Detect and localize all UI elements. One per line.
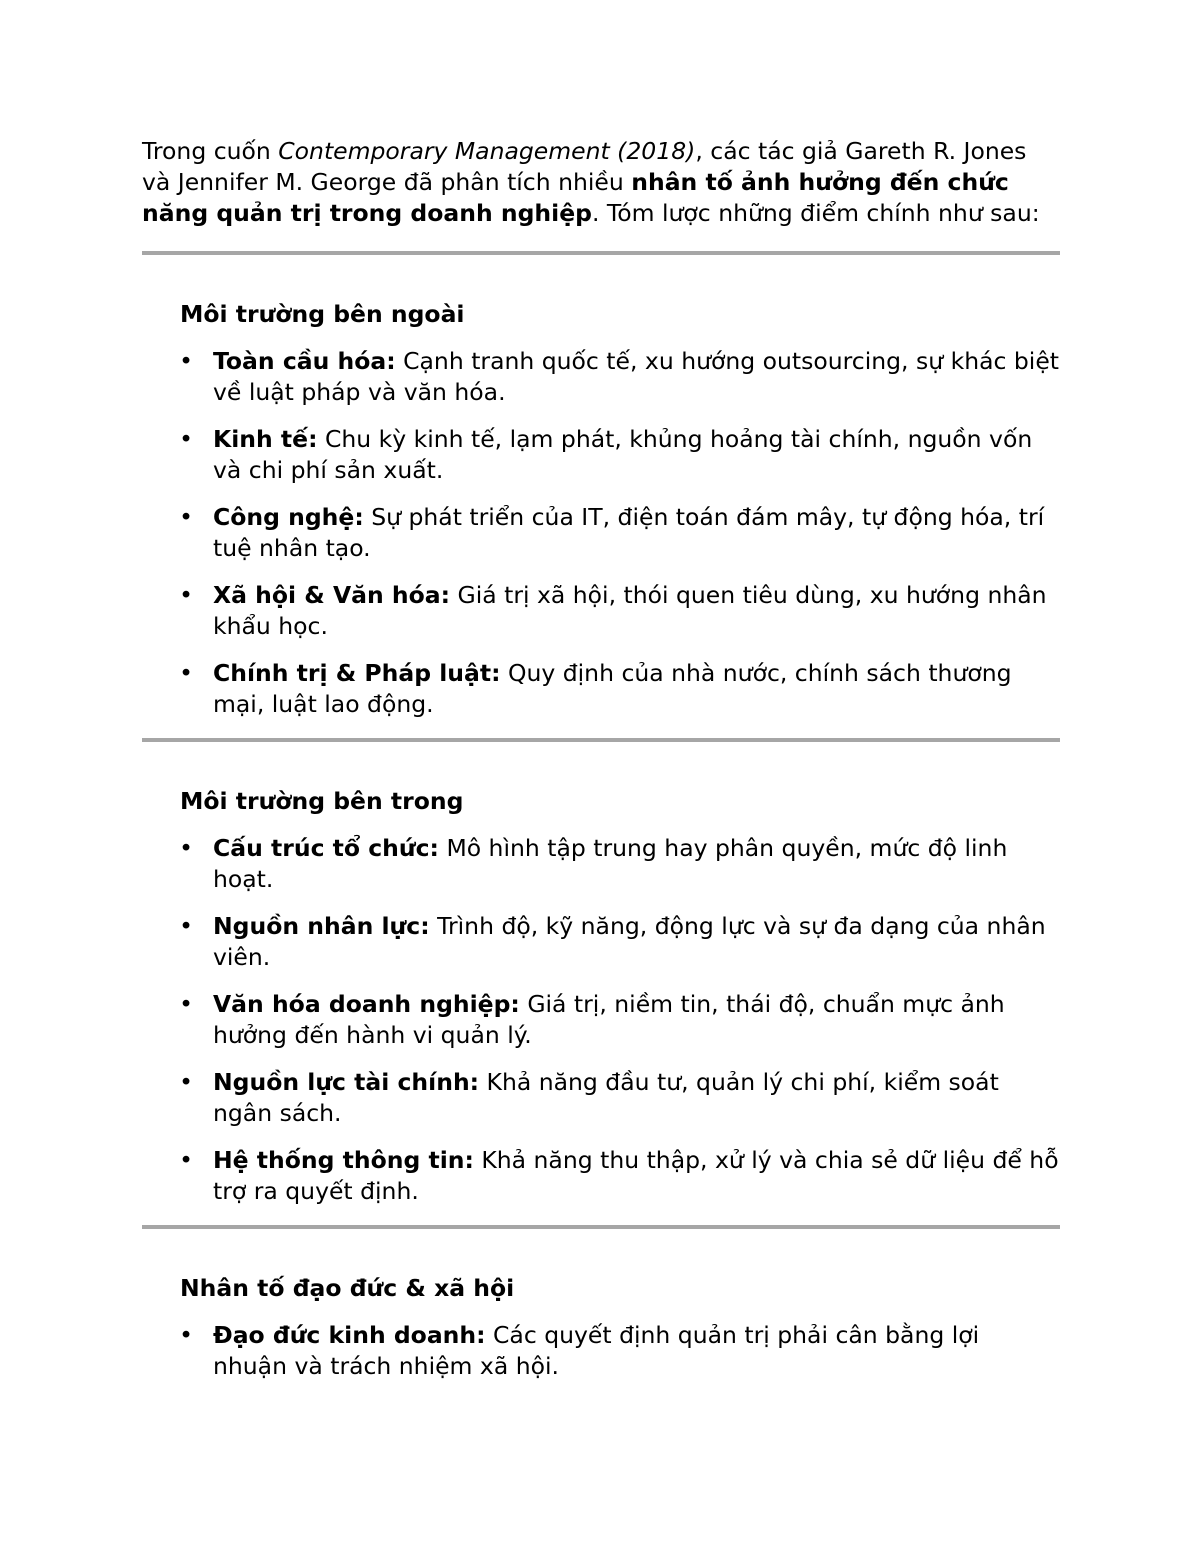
list-item	[142, 346, 1060, 408]
section-external-environment	[142, 299, 1060, 720]
item-term: Hệ thống thông tin:	[213, 1146, 474, 1174]
book-title: Contemporary Management (2018)	[278, 137, 696, 165]
section-heading: Nhân tố đạo đức & xã hội	[180, 1274, 515, 1302]
list-item	[142, 502, 1060, 564]
intro-paragraph	[142, 136, 1060, 229]
item-text: Khả năng thu thập, xử lý và chia sẻ dữ liệu để hỗ trợ ra quyết định.	[213, 1146, 1059, 1205]
item-text: Các quyết định quản trị phải cân bằng lợi nhuận và trách nhiệm xã hội.	[213, 1321, 980, 1380]
item-text: Cạnh tranh quốc tế, xu hướng outsourcing, sự khác biệt về luật pháp và văn hóa.	[213, 347, 1060, 406]
list-item	[142, 1320, 1060, 1382]
item-text: Trình độ, kỹ năng, động lực và sự đa dạng của nhân viên.	[213, 912, 1046, 971]
document-page	[142, 136, 1060, 1382]
section-internal-environment	[142, 786, 1060, 1207]
item-term: Nguồn lực tài chính:	[213, 1068, 480, 1096]
item-term: Văn hóa doanh nghiệp:	[213, 990, 520, 1018]
bullet-icon: •	[179, 912, 193, 940]
bullet-icon: •	[179, 834, 193, 862]
list-item	[142, 911, 1060, 973]
item-text: Mô hình tập trung hay phân quyền, mức độ linh hoạt.	[213, 834, 1008, 893]
bullet-icon: •	[179, 503, 193, 531]
bullet-icon: •	[179, 1068, 193, 1096]
list-item	[142, 1145, 1060, 1207]
item-text: Khả năng đầu tư, quản lý chi phí, kiểm soát ngân sách.	[213, 1068, 999, 1127]
item-text: Giá trị xã hội, thói quen tiêu dùng, xu hướng nhân khẩu học.	[213, 581, 1047, 640]
bullet-icon: •	[179, 1321, 193, 1349]
list-item	[142, 989, 1060, 1051]
item-text: Giá trị, niềm tin, thái độ, chuẩn mực ảnh hưởng đến hành vi quản lý.	[213, 990, 1005, 1049]
list-item	[142, 580, 1060, 642]
bullet-icon: •	[179, 347, 193, 375]
item-term: Kinh tế:	[213, 425, 318, 453]
item-term: Đạo đức kinh doanh:	[213, 1321, 486, 1349]
item-term: Chính trị & Pháp luật:	[213, 659, 501, 687]
item-term: Xã hội & Văn hóa:	[213, 581, 451, 609]
bullet-list	[142, 833, 1060, 1207]
item-text: Chu kỳ kinh tế, lạm phát, khủng hoảng tài chính, nguồn vốn và chi phí sản xuất.	[213, 425, 1033, 484]
intro-text-start: Trong cuốn	[142, 137, 279, 165]
list-item	[142, 1067, 1060, 1129]
item-term: Nguồn nhân lực:	[213, 912, 430, 940]
bullet-list	[142, 346, 1060, 720]
item-text: Quy định của nhà nước, chính sách thương mại, luật lao động.	[213, 659, 1012, 718]
item-term: Công nghệ:	[213, 503, 364, 531]
item-term: Toàn cầu hóa:	[213, 347, 396, 375]
section-heading: Môi trường bên trong	[180, 787, 464, 815]
section-ethics-social	[142, 1273, 1060, 1382]
bullet-icon: •	[179, 581, 193, 609]
intro-bold-phrase: nhân tố ảnh hưởng đến chức năng quản trị trong doanh nghiệp	[142, 168, 1009, 227]
item-term: Cấu trúc tổ chức:	[213, 834, 439, 862]
bullet-icon: •	[179, 425, 193, 453]
section-heading: Môi trường bên ngoài	[180, 300, 465, 328]
list-item	[142, 833, 1060, 895]
bullet-icon: •	[179, 1146, 193, 1174]
bullet-icon: •	[179, 990, 193, 1018]
intro-text-authors: , các tác giả Gareth R. Jones và Jennifer M. George đã phân tích nhiều	[142, 137, 1027, 196]
list-item	[142, 658, 1060, 720]
item-text: Sự phát triển của IT, điện toán đám mây, tự động hóa, trí tuệ nhân tạo.	[213, 503, 1045, 562]
bullet-list	[142, 1320, 1060, 1382]
intro-text-end: . Tóm lược những điểm chính như sau:	[591, 199, 1040, 227]
bullet-icon: •	[179, 659, 193, 687]
list-item	[142, 424, 1060, 486]
